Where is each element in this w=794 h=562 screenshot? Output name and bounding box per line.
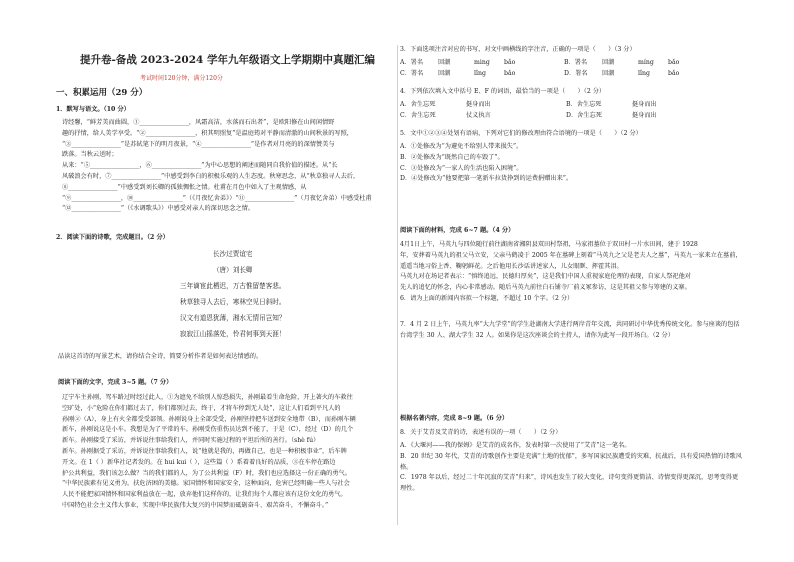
option-cell: bǎo xyxy=(504,69,516,77)
section-heading: 一、积累运用（29 分） xyxy=(56,88,148,98)
text-line: 新车。孙刚据受了采访，并诉说往事给我们人，说“他就是我的，再做自己，也是一种积极事业”，后车牌 xyxy=(62,447,347,455)
question-4-options xyxy=(400,100,732,122)
option-cell: míng xyxy=(638,59,654,66)
option-row xyxy=(400,69,728,80)
text-line: 从来：“⑤________________，⑥________________”为中心思想的阐述而随同自我价值的描述。从“长 xyxy=(62,162,338,170)
poem-line: 汉文有道恩犹薄，湘水无情吊岂知？ xyxy=(180,314,286,322)
question-7: 7．4 月 2 日上午，马英九率“大九学堂”的学生赴湖南大学进行两岸青年交流，共同研讨中华优秀传统文化。参与座谈的包括台湾学生 30 人、湖大学生 32 人。如果你是这次座谈会的主持人，请你为此写一段开场白。（2 分） xyxy=(400,321,740,339)
option-line: C．1978 年以后，经过二十年沉寂的艾青“归来”，诗风也发生了较大变化，诗句变得更简洁、诗情变得更深沉，思考变得更理性。 xyxy=(400,474,739,493)
question-5: 5．文中①②③④处划有语病，下列对它们的修改理由符合语境的一项是（ ）（2 分） xyxy=(400,130,642,137)
text-line: 人民不能把家国情怀和国家利益放在一起，放弃他们这样你的，让我们每个人都应该有这份文化的勇气。 xyxy=(62,491,347,499)
option-line: B．②处修改为“既然自己的车毁了”。 xyxy=(400,153,504,161)
poem-line: 秋草独寻人去后，寒林空见日斜时。 xyxy=(180,298,286,306)
text-line: 马英九对在场记者表示：“慎终追远，民德归厚矣”，这是我们中国人重视家庭伦理的表现，自家人祭祀他对 xyxy=(400,273,691,281)
option-cell: lǐng xyxy=(638,69,650,77)
poem-question: 品读这首诗的写景艺术，请你结合全诗，简要分析作者是如何表达情感的。 xyxy=(58,353,263,360)
text-line: 先人的追忆的怀念，内心非常感动。随后马英九前往白石铺寺厂前义冢参访，这是其祖父参与筹建的义寨。 xyxy=(400,284,691,292)
option-cell: 回潮 xyxy=(602,59,615,66)
text-line: 诗经馨，“鲜芳美而曲圆，①________________，风霜高洁，水落而石出者”，是欧阳修在山间闲情野 xyxy=(62,119,335,126)
option-line: B．20 世纪 30 年代，艾青的诗歌创作主要是充满“土地的忧郁”，多写国家民族遭受的灾难，抗战后，具有爱国热情的诗歌风格。 xyxy=(400,452,742,471)
text-line: 辽宁车主孙刚，驾车路过时经过此人，①为遮免不给别人惊恐损失，孙刚最看生命危险，开上著火的车救往 xyxy=(62,394,353,401)
option-cell: ming xyxy=(474,59,490,66)
text-line: 护公共利益，我们该怎么做？当的我们都的人，为了公共利益（F）时，我们也应选择这一份正确的勇气。 xyxy=(62,469,351,477)
option-row xyxy=(400,58,728,69)
text-line: “中华民族素有见义勇为，扶危济困的美德。家国情怀和国家安全，这种面向，危害已经明确一些人与社会 xyxy=(62,480,350,488)
text-line: 年，安葬着马英九的祖父马立安，父亲马鹤凌于 2005 年在墓碑上刻着“马英九之父是老夫人之墓”，马英九一家来立在墓前， xyxy=(400,251,742,259)
option-cell: 回潮 xyxy=(602,69,615,77)
text-line: “⑨________________，⑩________________”（《月夜忆舍弟》）“⑪________________”（月夜忆舍弟）中感受杜甫 xyxy=(62,194,372,202)
option-line: A．《大堰河——我的保姆》是艾青的成名作，发表时第一次使用了“艾青”这一笔名。 xyxy=(400,442,631,449)
text-line: 新车，孙刚说这是小车。我想是为了平常的车。孙刚受伤重伤员达到不能了，于是（C），经过（D）的几个 xyxy=(62,426,354,434)
option-cell: 回潮 xyxy=(438,69,451,77)
text-line: 6．请为上面的新闻内容拟一个标题，不超过 10 个字。（2 分） xyxy=(400,294,574,302)
poem-line: 寂寂江山摇落处，怜君何事到天涯！ xyxy=(180,330,286,338)
option-cell: 仗义执言 xyxy=(466,111,491,119)
question-5-options xyxy=(400,142,572,185)
reading-heading: 阅读下面的文字，完成 3~5 题。（7 分） xyxy=(58,379,173,386)
text-line: 新车。孙刚接受了采访，并诉说往事给我们人，并同时实施过程的平坦后所的善行。（shè fú） xyxy=(62,437,320,445)
poem-line: 三年谪宦此栖迟，万古惟留楚客悲。 xyxy=(180,282,286,290)
text-line: 开文。在 1（ ）新华社记者发的。在 hui kui（ ），这些篇（ ）系着着良好的品质，③在车停在路边 xyxy=(62,458,336,466)
news-passage xyxy=(400,240,740,305)
text-line: 孙刚②（A），身上有火全都受受部领。孙刚说身上全部受受，孙刚坚持把车送到安全地带（B），而孙刚车辆 xyxy=(62,415,356,423)
poem-title: 长沙过贾谊宅 xyxy=(212,250,253,258)
option-cell: A．署名 xyxy=(400,59,424,66)
option-cell: 挺身而出 xyxy=(466,101,491,108)
question-8: 8．关于艾青及艾青的诗，表述有误的一项（ ）（2 分） xyxy=(400,429,562,436)
question-3-options xyxy=(400,58,728,80)
text-line: 遥遥当地习俗上香、鞠躬鲜花。之后他用长沙话讲述家人，儿女眼眶、挥霍其泪。 xyxy=(400,262,623,270)
option-line: C．③处修改为“一家人的生活也陷入困境”。 xyxy=(400,164,523,172)
option-cell: lǐng xyxy=(474,69,486,77)
reading-passage xyxy=(62,393,392,512)
text-line: 中国特色社会主义伟大事业，实现中华民族伟大复兴的中国梦而砥砺奋斗、艰苦奋斗，不懈奋斗。” xyxy=(62,501,329,509)
option-cell: bǎo xyxy=(668,69,680,77)
text-line: 跌落。当秋云送时； xyxy=(62,151,118,159)
poem-author: （唐）刘长卿 xyxy=(212,266,253,274)
text-line: “⑫________________”（《水调歌头》）中感受对亲人的深切思念之情。 xyxy=(62,205,254,213)
page-subtitle: 考试时间120分钟，满分120分 xyxy=(140,75,223,82)
question-4: 4．下列依次填入文中括号 E、F 的词语，最恰当的一项是（ ）（2 分） xyxy=(400,88,606,95)
text-line: 风破浪会有时，⑦________________”中感受到李白的积极乐观的人生态度。秋寒思念，从“秋草独寻人去后， xyxy=(62,172,360,180)
option-cell: bǎo xyxy=(668,59,680,66)
question-heading: 2．阅读下面的诗歌，完成题目。（2 分） xyxy=(56,234,169,241)
option-line: D．④处修改为“他要把第一笔新车拉货挣到的运费捐赠出来”。 xyxy=(400,175,573,183)
text-line: 空旷处，小“危险在你们都过去了，你们都别过去，终于，才将车停到无人处”，这让人们看到平凡人的 xyxy=(62,404,341,412)
option-cell: A．舍生忘死 xyxy=(400,101,436,108)
column-divider xyxy=(397,45,398,525)
text-line: 4月1日上午，马英九与四位随行前往湖南省湘阴县双田村祭祖，马家祖墓位于双田村一片水田间，建于 1928 xyxy=(400,241,698,248)
reading-heading: 根据名著内容，完成 8~9 题。（6 分） xyxy=(400,415,509,422)
option-cell: D．舍生忘死 xyxy=(566,111,602,119)
option-cell: C．舍生忘死 xyxy=(400,111,436,119)
option-cell: 挺身而出 xyxy=(632,111,657,119)
option-cell: B．舍生忘死 xyxy=(566,101,602,108)
text-line: ⑧________________”中感受到刘长卿的孤独惆怅之情。杜甫在月色中如入了主观情感，从 xyxy=(62,183,307,191)
option-cell: 挺身而出 xyxy=(632,101,657,108)
option-cell: D．署名 xyxy=(564,69,588,77)
poem xyxy=(180,246,286,342)
question-1-text xyxy=(62,118,392,215)
question-8-options xyxy=(400,441,742,495)
text-line: “③________________”是苏轼笔下的明月夜景，“④________________”是作者对月亮的的深情赞美与 xyxy=(62,140,335,148)
reading-heading: 阅读下面的材料，完成 6~7 题。（4 分） xyxy=(400,227,515,234)
question-3: 3．下面选项注音对应的书写，对文中画横线的字注音，正确的一项是（ ）（3 分） xyxy=(400,46,636,53)
option-row xyxy=(400,111,732,122)
text-line: 趣的抒情，给人美学享受。“②________________，积其明照复”是温庭筠对平静而清澈的山间秋景的写照， xyxy=(62,129,353,137)
option-cell: bǎo xyxy=(504,59,516,66)
option-cell: C．署名 xyxy=(400,69,424,77)
option-row xyxy=(400,100,732,111)
option-cell: B．署名 xyxy=(564,59,588,66)
option-line: A．①处修改为“为避免不给别人带来损失”。 xyxy=(400,143,523,150)
page-title: 提升卷-备战 2023-2024 学年九年级语文上学期期中真题汇编 xyxy=(80,54,375,66)
option-cell: 回潮 xyxy=(438,59,451,66)
question-heading: 1．默写与语文。（10 分） xyxy=(56,106,130,113)
